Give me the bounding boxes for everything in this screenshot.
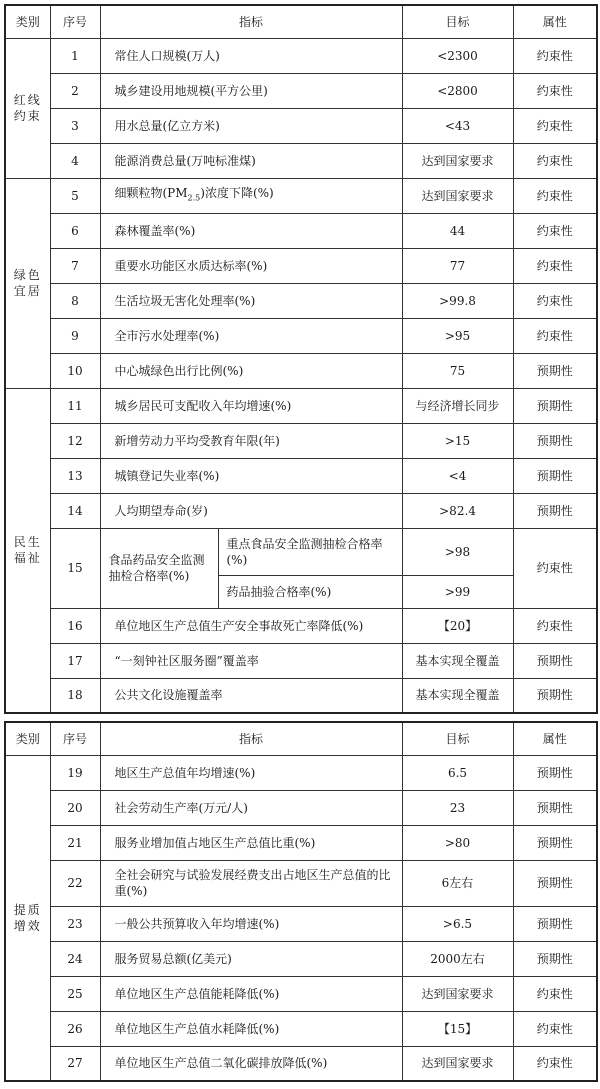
- table-row: [5, 213, 597, 248]
- row-number: 4: [50, 143, 100, 178]
- row-attribute: 预期性: [513, 790, 597, 825]
- table-row: [5, 976, 597, 1011]
- row-number: 9: [50, 318, 100, 353]
- row-number: 19: [50, 755, 100, 790]
- row-attribute: 约束性: [513, 143, 597, 178]
- indicator-table-2: [4, 721, 598, 1082]
- row-indicator: 能源消费总量(万吨标准煤): [100, 143, 402, 178]
- row-indicator: 一般公共预算收入年均增速(%): [100, 906, 402, 941]
- row-target: 基本实现全覆盖: [402, 643, 513, 678]
- header-row: [5, 5, 597, 38]
- row-target: 23: [402, 790, 513, 825]
- row-attribute: 预期性: [513, 643, 597, 678]
- row-number: 3: [50, 108, 100, 143]
- table-row: [5, 248, 597, 283]
- row-attribute: 预期性: [513, 458, 597, 493]
- table-row: [5, 678, 597, 713]
- header-row: [5, 722, 597, 755]
- row-target: <2800: [402, 73, 513, 108]
- row-target: 2000左右: [402, 941, 513, 976]
- row-attribute: 预期性: [513, 388, 597, 423]
- row-target: 【20】: [402, 608, 513, 643]
- row-attribute: 预期性: [513, 423, 597, 458]
- row-target: <4: [402, 458, 513, 493]
- row-indicator: 单位地区生产总值二氧化碳排放降低(%): [100, 1046, 402, 1081]
- row-target: >6.5: [402, 906, 513, 941]
- row-indicator: 生活垃圾无害化处理率(%): [100, 283, 402, 318]
- table-row: [5, 528, 597, 575]
- row-target: >80: [402, 825, 513, 860]
- row-indicator: 单位地区生产总值生产安全事故死亡率降低(%): [100, 608, 402, 643]
- row-number: 16: [50, 608, 100, 643]
- category-livelihood: 民生福祉: [5, 388, 50, 713]
- table-row: [5, 825, 597, 860]
- row-target: 达到国家要求: [402, 178, 513, 213]
- row-attribute: 约束性: [513, 38, 597, 73]
- pm-label-tail: )浓度下降(%): [200, 185, 274, 200]
- row-number: 17: [50, 643, 100, 678]
- row-attribute: 约束性: [513, 248, 597, 283]
- row-number: 24: [50, 941, 100, 976]
- row-target: 基本实现全覆盖: [402, 678, 513, 713]
- row-number: 5: [50, 178, 100, 213]
- header-seq: 序号: [50, 722, 100, 755]
- table-row: [5, 493, 597, 528]
- header-target: 目标: [402, 5, 513, 38]
- row-number: 13: [50, 458, 100, 493]
- header-seq: 序号: [50, 5, 100, 38]
- indicator-table-1: [4, 4, 598, 714]
- table-row: [5, 906, 597, 941]
- row-number: 23: [50, 906, 100, 941]
- table-row: [5, 860, 597, 906]
- row-indicator: [100, 178, 402, 213]
- row-attribute: 预期性: [513, 906, 597, 941]
- table-row: [5, 1046, 597, 1081]
- row-attribute: 预期性: [513, 678, 597, 713]
- row-target: 77: [402, 248, 513, 283]
- table-row: [5, 178, 597, 213]
- row-number: 10: [50, 353, 100, 388]
- row-target: 达到国家要求: [402, 1046, 513, 1081]
- row-indicator: 服务业增加值占地区生产总值比重(%): [100, 825, 402, 860]
- row-indicator: “一刻钟社区服务圈”覆盖率: [100, 643, 402, 678]
- row-number: 1: [50, 38, 100, 73]
- row-attribute: 约束性: [513, 213, 597, 248]
- row-attribute: 预期性: [513, 493, 597, 528]
- header-category: 类别: [5, 722, 50, 755]
- header-attribute: 属性: [513, 5, 597, 38]
- pm-label: 细颗粒物(PM: [114, 185, 188, 200]
- row-indicator: 中心城绿色出行比例(%): [100, 353, 402, 388]
- row-indicator: 社会劳动生产率(万元/人): [100, 790, 402, 825]
- sub-indicator: 重点食品安全监测抽检合格率(%): [218, 528, 402, 575]
- row-target: 达到国家要求: [402, 976, 513, 1011]
- row-indicator: 公共文化设施覆盖率: [100, 678, 402, 713]
- row-attribute: 预期性: [513, 825, 597, 860]
- row-attribute: 约束性: [513, 976, 597, 1011]
- header-attribute: 属性: [513, 722, 597, 755]
- row-target: >99.8: [402, 283, 513, 318]
- row-number: 12: [50, 423, 100, 458]
- row-indicator: 常住人口规模(万人): [100, 38, 402, 73]
- row-attribute: 约束性: [513, 73, 597, 108]
- row-indicator: 重要水功能区水质达标率(%): [100, 248, 402, 283]
- table-row: [5, 1011, 597, 1046]
- row-attribute: 预期性: [513, 941, 597, 976]
- category-green: 绿色宜居: [5, 178, 50, 388]
- row-indicator: 全社会研究与试验发展经费支出占地区生产总值的比重(%): [100, 860, 402, 906]
- header-category: 类别: [5, 5, 50, 38]
- row-indicator: 单位地区生产总值能耗降低(%): [100, 976, 402, 1011]
- row-indicator: 地区生产总值年均增速(%): [100, 755, 402, 790]
- row-indicator: 单位地区生产总值水耗降低(%): [100, 1011, 402, 1046]
- row-target: <43: [402, 108, 513, 143]
- row-number: 7: [50, 248, 100, 283]
- row-indicator: 全市污水处理率(%): [100, 318, 402, 353]
- row-attribute: 约束性: [513, 1011, 597, 1046]
- sub-target: >98: [402, 528, 513, 575]
- row-target: 44: [402, 213, 513, 248]
- category-red-line: 红线约束: [5, 38, 50, 178]
- row-number: 25: [50, 976, 100, 1011]
- row-number: 20: [50, 790, 100, 825]
- row-attribute: 预期性: [513, 353, 597, 388]
- row-indicator: 城乡建设用地规模(平方公里): [100, 73, 402, 108]
- row-number: 14: [50, 493, 100, 528]
- table-row: [5, 108, 597, 143]
- row-number: 21: [50, 825, 100, 860]
- header-indicator: 指标: [100, 5, 402, 38]
- row-indicator: 城镇登记失业率(%): [100, 458, 402, 493]
- row-target: >15: [402, 423, 513, 458]
- row-indicator: 用水总量(亿立方米): [100, 108, 402, 143]
- header-target: 目标: [402, 722, 513, 755]
- table-row: [5, 941, 597, 976]
- row-number: 11: [50, 388, 100, 423]
- sub-target: >99: [402, 575, 513, 608]
- row-target: <2300: [402, 38, 513, 73]
- row-indicator: 新增劳动力平均受教育年限(年): [100, 423, 402, 458]
- row-target: 6左右: [402, 860, 513, 906]
- row-attribute: 约束性: [513, 283, 597, 318]
- row-number: 8: [50, 283, 100, 318]
- row-attribute: 预期性: [513, 755, 597, 790]
- row-number: 2: [50, 73, 100, 108]
- table-row: [5, 458, 597, 493]
- category-quality: 提质增效: [5, 755, 50, 1081]
- table-row: [5, 353, 597, 388]
- row-number: 18: [50, 678, 100, 713]
- row-attribute: 约束性: [513, 528, 597, 608]
- pm-subscript: 2.5: [187, 193, 201, 203]
- table-row: [5, 423, 597, 458]
- header-indicator: 指标: [100, 722, 402, 755]
- table-row: [5, 38, 597, 73]
- table-row: [5, 755, 597, 790]
- row-target: 75: [402, 353, 513, 388]
- row-indicator: 人均期望寿命(岁): [100, 493, 402, 528]
- row-number: 26: [50, 1011, 100, 1046]
- sub-indicator: 药品抽验合格率(%): [218, 575, 402, 608]
- row-target: 达到国家要求: [402, 143, 513, 178]
- row-number: 27: [50, 1046, 100, 1081]
- row-number: 15: [50, 528, 100, 608]
- table-row: [5, 388, 597, 423]
- table-row: [5, 143, 597, 178]
- row-attribute: 约束性: [513, 108, 597, 143]
- table-row: [5, 73, 597, 108]
- row-indicator: 城乡居民可支配收入年均增速(%): [100, 388, 402, 423]
- table-row: [5, 643, 597, 678]
- row-target: 与经济增长同步: [402, 388, 513, 423]
- table-row: [5, 608, 597, 643]
- table-row: [5, 318, 597, 353]
- row-indicator: 森林覆盖率(%): [100, 213, 402, 248]
- row-target: 6.5: [402, 755, 513, 790]
- row-attribute: 约束性: [513, 1046, 597, 1081]
- row-target: 【15】: [402, 1011, 513, 1046]
- row-target: >82.4: [402, 493, 513, 528]
- table-row: [5, 790, 597, 825]
- row-attribute: 约束性: [513, 318, 597, 353]
- row-number: 6: [50, 213, 100, 248]
- row-number: 22: [50, 860, 100, 906]
- table-row: [5, 283, 597, 318]
- row-indicator: 食品药品安全监测抽检合格率(%): [100, 528, 218, 608]
- row-target: >95: [402, 318, 513, 353]
- row-attribute: 预期性: [513, 860, 597, 906]
- row-indicator: 服务贸易总额(亿美元): [100, 941, 402, 976]
- row-attribute: 约束性: [513, 178, 597, 213]
- row-attribute: 约束性: [513, 608, 597, 643]
